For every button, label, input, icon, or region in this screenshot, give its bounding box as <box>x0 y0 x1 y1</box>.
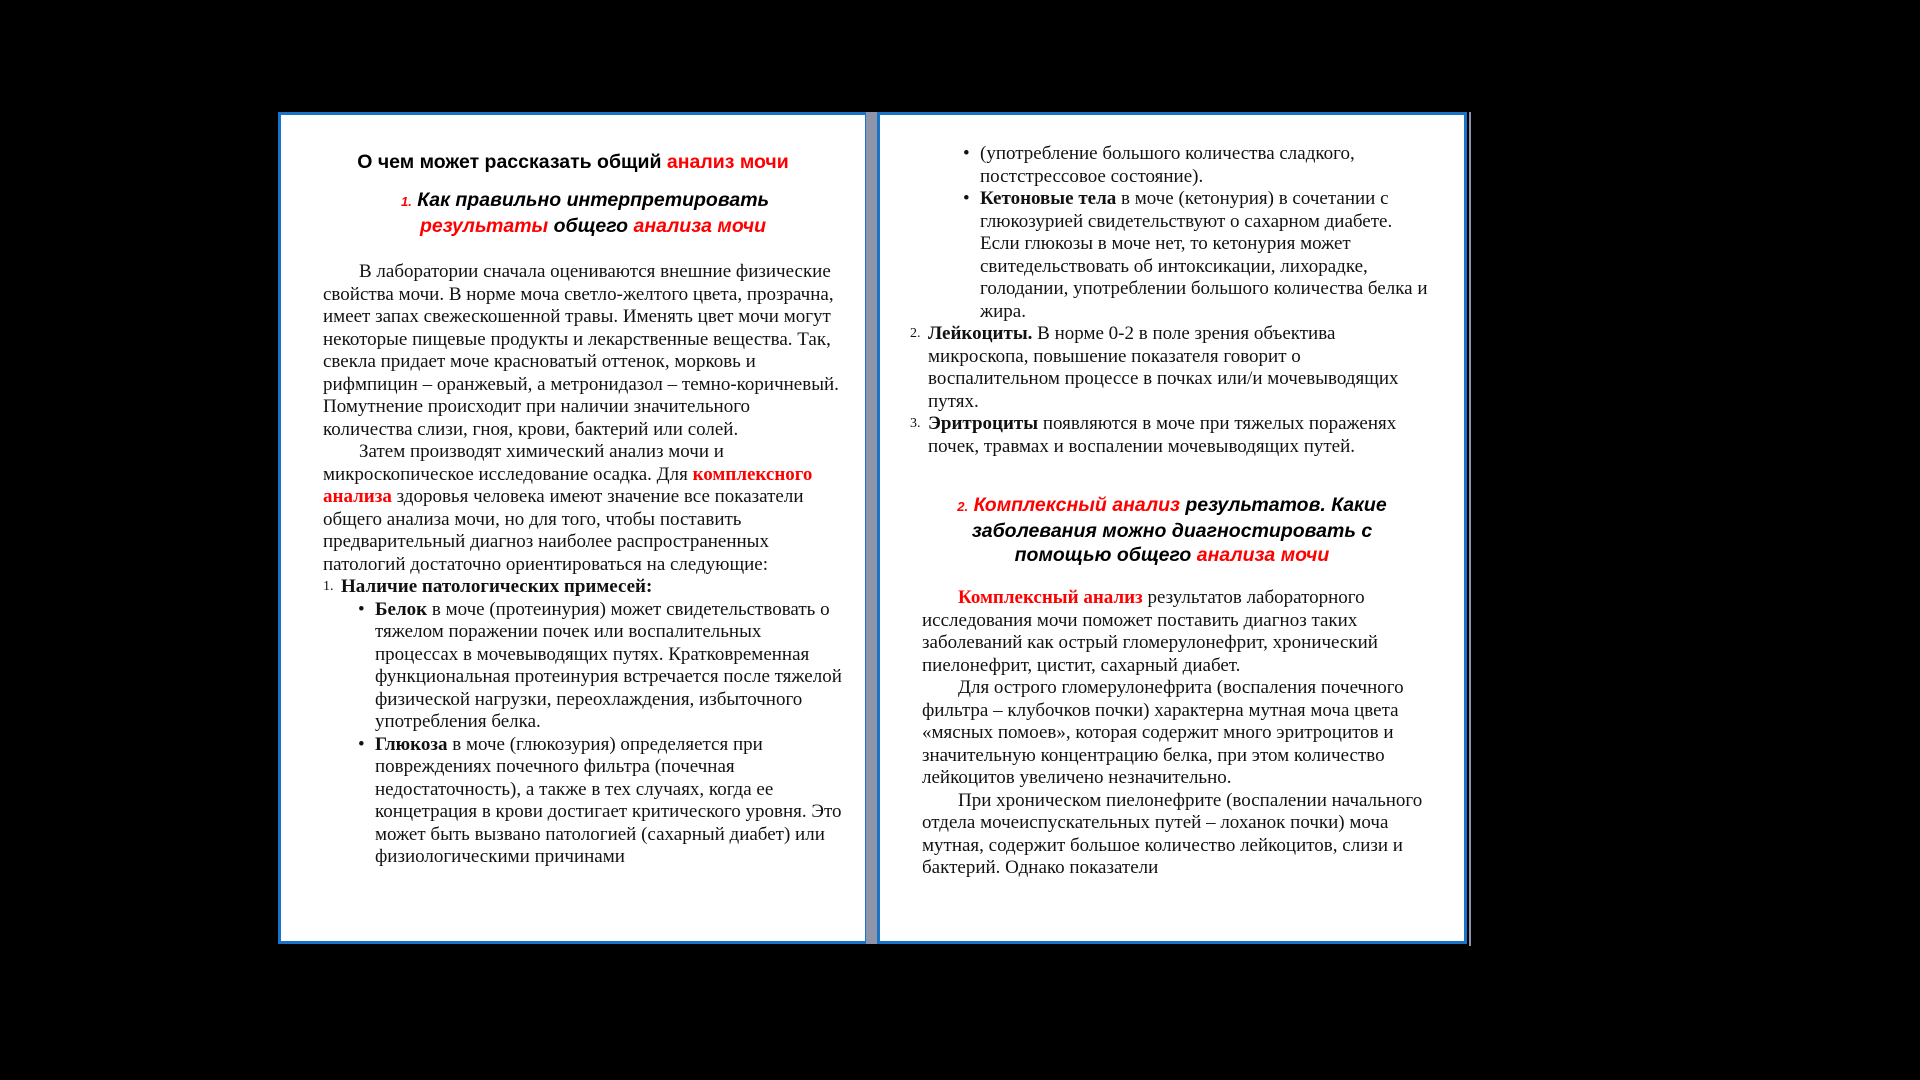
section1-text: общего <box>548 215 634 237</box>
list-label: Наличие патологических примесей: <box>341 576 653 597</box>
list-term: Эритроциты <box>928 413 1039 434</box>
bullet-glucose <box>375 734 843 869</box>
list-number: 1. <box>323 579 334 594</box>
paragraph-chemical-analysis <box>323 441 843 576</box>
section1-heading <box>401 188 841 238</box>
bullet-protein <box>375 599 843 734</box>
section2-highlight1: Комплексный анализ <box>973 494 1180 516</box>
bullet-text: в моче (протеинурия) может свидетельствовать о тяжелом поражении почек или воспалительных процессах в мочевыводящих путях. Кратковременная функциональная протеинурия встречается после тяжелой физической нагрузки, переохлаждения, избыточного употребления белка. <box>375 598 842 732</box>
continuation: (употребление большого количества сладкого, постстрессовое состояние). <box>980 143 1355 187</box>
list-item-impurities <box>323 576 843 869</box>
section1-number: 1. <box>401 194 412 209</box>
bullet-text: в моче (кетонурия) в сочетании с глюкозурией свидетельствуют о сахарном диабете. Если глюкозы в моче нет, то кетонурия может свитедельствовать об интоксикации, лихорадке, голодании, употреблении большого количества белка и жира. <box>980 188 1428 322</box>
para2-highlight: комплексного анализа <box>323 463 813 507</box>
paragraph-pyelonephritis: При хроническом пиелонефрите (воспалении начального отдела мочеиспускательных путей – лоханок почки) моча мутная, содержит большое количество лейкоцитов, слизи и бактерий. Однако показатели <box>922 789 1423 878</box>
section2-highlight2: анализа мочи <box>1196 544 1330 566</box>
bullet-term: Кетоновые тела <box>980 188 1117 209</box>
list-term: Лейкоциты. <box>928 323 1033 344</box>
bullet-ketones <box>980 188 1430 323</box>
document-page-left <box>278 112 868 944</box>
list-text: появляются в моче при тяжелых пораженях почек, травмах и воспалении мочевыводящих путей. <box>928 413 1397 457</box>
para2-text-a: Затем производят химический анализ мочи и микроскопическое исследование осадка. Для <box>323 441 724 485</box>
document-page-right <box>877 112 1467 944</box>
bullet-text: в моче (глюкозурия) определяется при повреждениях почечного фильтра (почечная недостаточность), а также в тех случаях, когда ее концетрация в крови достигает критического уровня. Это может быть вызвано патологией (сахарный диабет) или физиологическими причинами <box>375 733 842 867</box>
page-edge-line <box>1469 112 1471 946</box>
section2-heading <box>880 493 1464 567</box>
section1-highlight1: результаты <box>420 215 549 237</box>
title-text: О чем может рассказать общий <box>357 151 667 173</box>
section2-text3: помощью общего <box>1014 544 1197 566</box>
document-title <box>281 151 865 174</box>
section1-line1: Как правильно интерпретировать <box>417 189 770 211</box>
paragraph-physical-properties: В лаборатории сначала оцениваются внешние физические свойства мочи. В норме моча светло-желтого цвета, прозрачна, имеет запах свежескошенной травы. Именять цвет мочи могут некоторые пищевые продукты и лекарственные вещества. Так, свекла придает моче красноватый оттенок, морковь и рифмпицин – оранжевый, а метронидазол – темно-коричневый. Помутнение происходит при наличии значительного количества слизи, гноя, крови, бактерий или солей. <box>323 261 839 440</box>
para-text: результатов лабораторного исследования мочи поможет поставить диагноз таких заболеваний как острый гломерулонефрит, хронический пиелонефрит, цистит, сахарный диабет. <box>922 587 1378 676</box>
list-number: 2. <box>910 326 921 341</box>
list-item-leukocytes <box>910 323 1430 413</box>
paragraph-complex-analysis <box>922 587 1442 677</box>
paragraph-glomerulonephritis: Для острого гломерулонефрита (воспаления почечного фильтра – клубочков почки) характерна мутная моча цвета «мясных помоев», которая содержит много эритроцитов и значительную концентрацию белка, при этом количество лейкоцитов увеличено незначительно. <box>922 677 1404 788</box>
section1-highlight2: анализа мочи <box>633 215 767 237</box>
bullet-term: Глюкоза <box>375 733 448 755</box>
bullet-term: Белок <box>375 598 428 620</box>
section2-text1: результатов. Какие <box>1179 494 1387 516</box>
title-highlight: анализ мочи <box>666 151 789 173</box>
section2-number: 2. <box>957 499 969 514</box>
page-divider <box>866 112 877 944</box>
continuation-text <box>980 143 1430 188</box>
para2-text-b: здоровья человека имеют значение все показатели общего анализа мочи, но для того, чтобы поставить предварительный диагноз наиболее распространенных патологий достаточно ориентироваться на следующие: <box>323 486 804 575</box>
para-highlight: Комплексный анализ <box>958 587 1143 608</box>
list-number: 3. <box>910 416 921 431</box>
section2-text2: заболевания можно диагностировать с <box>971 520 1373 542</box>
list-text: В норме 0-2 в поле зрения объектива микроскопа, повышение показателя говорит о воспалительном процессе в почках или/и мочевыводящих путях. <box>928 323 1399 412</box>
list-item-erythrocytes <box>910 413 1430 458</box>
